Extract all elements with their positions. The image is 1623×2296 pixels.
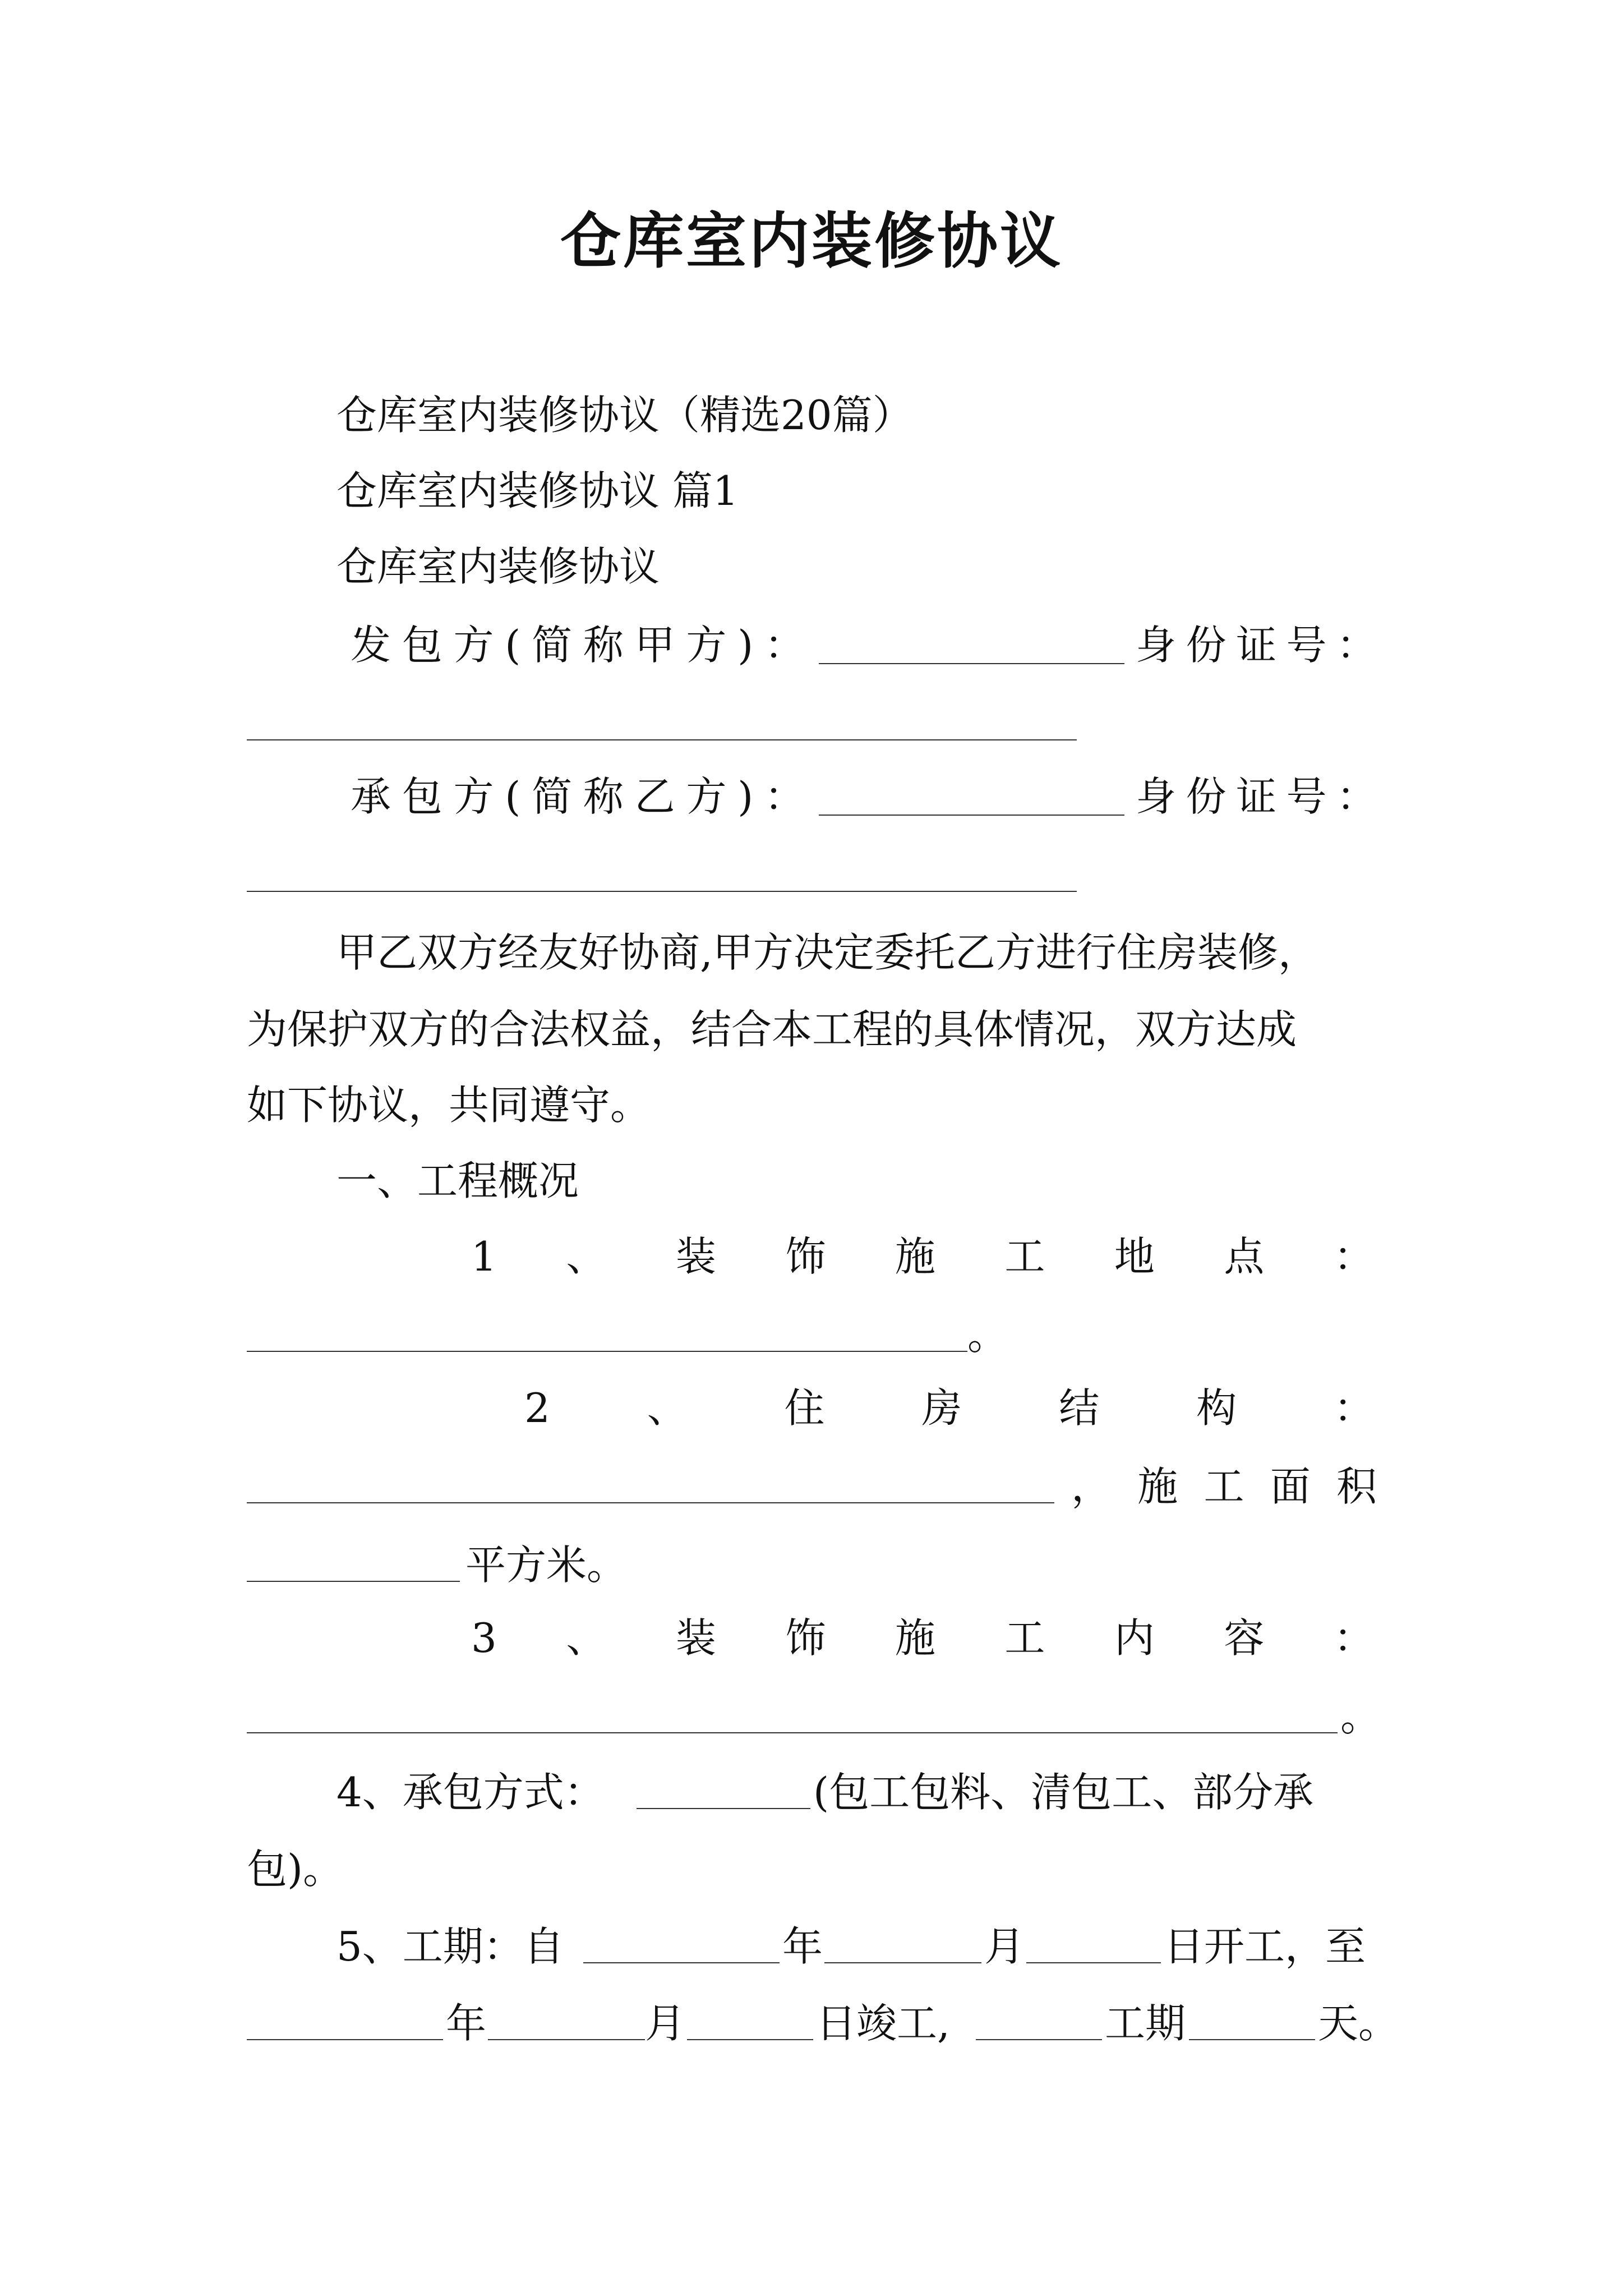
item-5-end-day-blank	[687, 2039, 813, 2040]
item-5-month: 月	[984, 1923, 1025, 1970]
item-1-blank	[247, 1351, 967, 1352]
item-4-continued: 包)。	[247, 1846, 344, 1893]
subtitle-line: 仓库室内装修协议（精选20篇）	[336, 392, 913, 439]
item-5-end-year-blank	[247, 2039, 443, 2040]
item-4-blank	[637, 1808, 810, 1809]
item-5-start-month-blank	[824, 1962, 981, 1963]
item-5-day-end: 日竣工,	[816, 2000, 950, 2047]
document-title: 仓库室内装修协议	[560, 206, 1063, 277]
item-5-days-blank	[1189, 2039, 1315, 2040]
item-5-month-2: 月	[645, 2000, 686, 2047]
contract-name: 仓库室内装修协议	[336, 543, 660, 590]
section-heading: 仓库室内装修协议 篇1	[336, 467, 739, 514]
item-5-year: 年	[782, 1923, 823, 1970]
section-1-heading: 一、工程概况	[336, 1157, 579, 1204]
item-5-period-blank-1	[976, 2039, 1102, 2040]
item-3-label: 3 、 装 饰 施 工 内 容 ：	[471, 1614, 1374, 1662]
party-a-id-label: 身 份 证 号 ：	[1136, 622, 1377, 669]
item-5-start-day-blank	[1026, 1962, 1161, 1963]
intro-line-2: 为保护双方的合法权益，结合本工程的具体情况，双方达成	[247, 1006, 1297, 1053]
party-b-label: 承 包 方 ( 简 称 乙 方 ) ：	[351, 773, 805, 820]
party-b-id-blank	[247, 891, 1077, 892]
item-4-options: (包工包料、清包工、部分承	[813, 1769, 1314, 1816]
item-5-label: 5、工期：自	[336, 1923, 564, 1970]
item-1-label: 1 、 装 饰 施 工 地 点 ：	[471, 1233, 1374, 1280]
intro-line-1: 甲乙双方经友好协商,甲方决定委托乙方进行住房装修，	[336, 929, 1318, 976]
item-1-tail: 。	[967, 1312, 1008, 1359]
item-2-tail: 平方米。	[465, 1542, 628, 1589]
intro-line-3: 如下协议，共同遵守。	[247, 1082, 651, 1129]
item-4-label: 4、承包方式：	[336, 1769, 605, 1816]
item-3-blank	[247, 1732, 1338, 1733]
item-5-start-year-blank	[583, 1962, 780, 1963]
item-5-period: 工期	[1105, 2000, 1186, 2047]
item-5-day-start: 日开工，至	[1164, 1923, 1366, 1970]
item-2-structure-blank	[247, 1502, 1054, 1503]
party-b-name-blank	[819, 815, 1124, 816]
item-5-days: 天。	[1318, 2000, 1399, 2047]
item-3-tail: 。	[1340, 1693, 1381, 1740]
item-2-label: 2 、 住 房 结 构 ：	[524, 1384, 1374, 1432]
party-b-id-label: 身 份 证 号 ：	[1136, 773, 1377, 820]
party-a-id-blank	[247, 739, 1077, 740]
item-5-end-month-blank	[488, 2039, 645, 2040]
item-2-area-label: ， 施 工 面 积	[1071, 1463, 1377, 1510]
item-2-area-blank	[247, 1581, 460, 1582]
item-5-year-2: 年	[446, 2000, 487, 2047]
party-a-name-blank	[819, 663, 1124, 664]
party-a-label: 发 包 方 ( 简 称 甲 方 ) ：	[351, 622, 805, 669]
